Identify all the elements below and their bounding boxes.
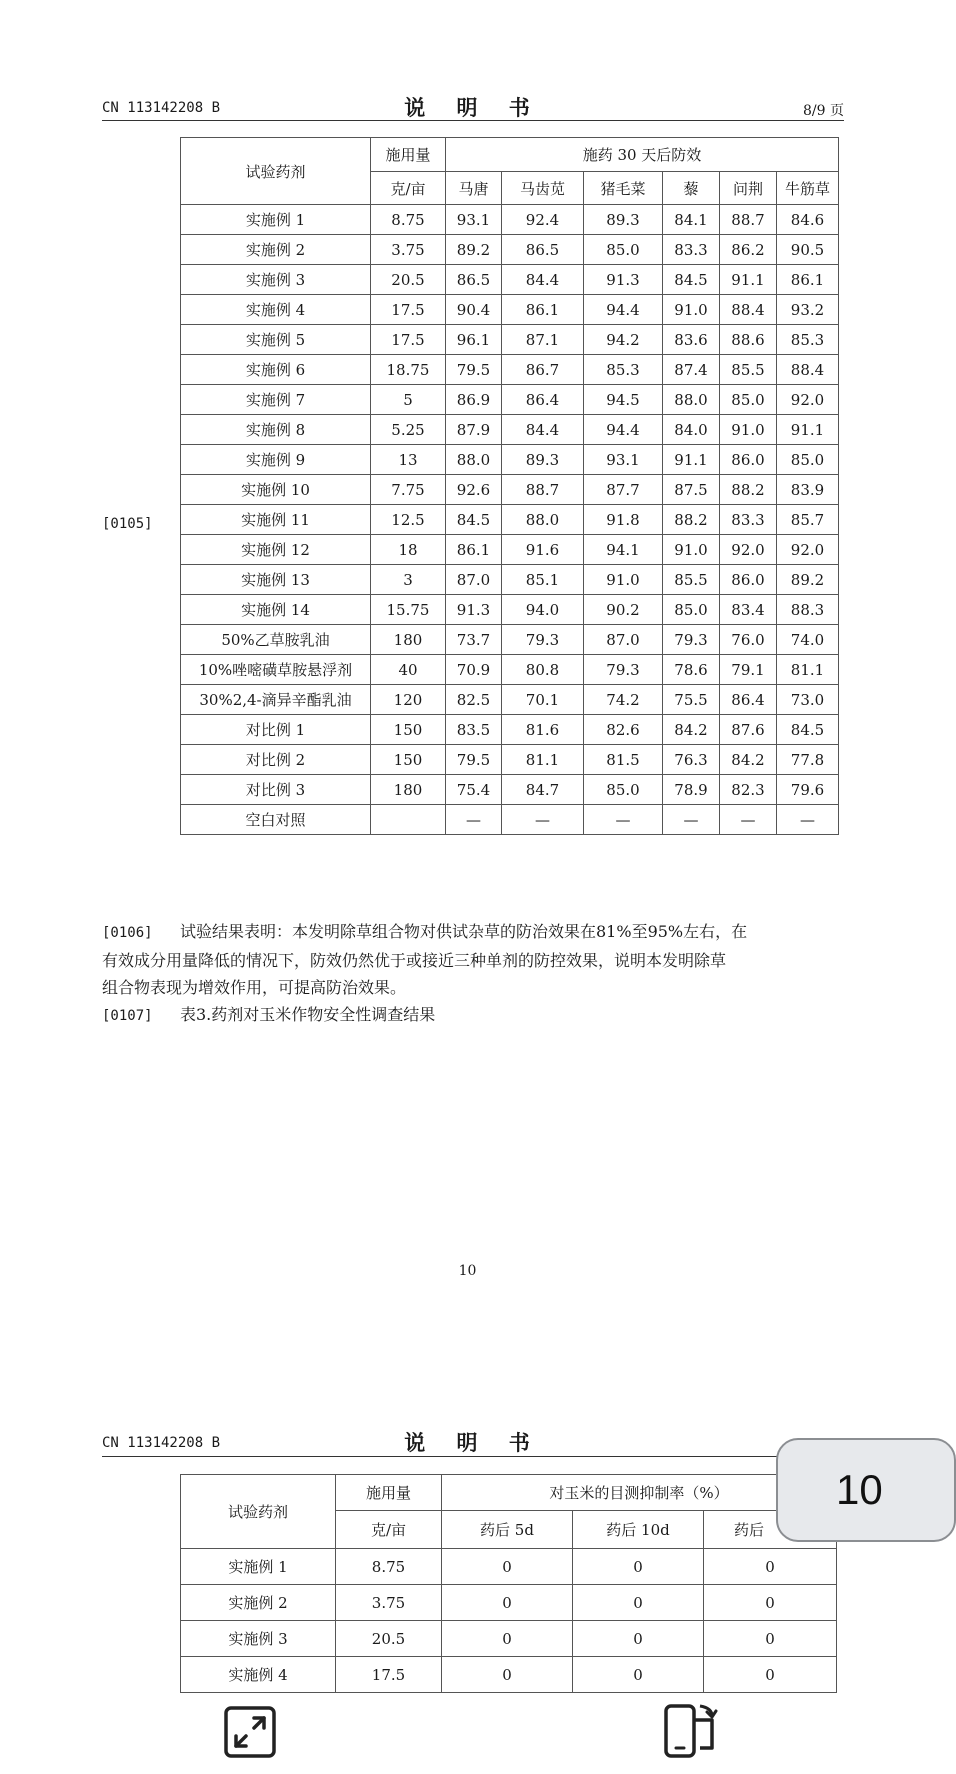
efficacy-cell: 87.6 xyxy=(720,715,777,745)
document-title: 说 明 书 xyxy=(404,95,542,120)
efficacy-cell: 83.3 xyxy=(663,235,720,265)
header-weed: 牛筋草 xyxy=(777,172,839,205)
dose-cell: 8.75 xyxy=(371,205,446,235)
paragraph-line: 有效成分用量降低的情况下，防效仍然优于或接近三种单剂的防控效果，说明本发明除草 xyxy=(102,951,727,970)
header-dose-unit: 克/亩 xyxy=(371,172,446,205)
dose-cell: 17.5 xyxy=(371,295,446,325)
dose-cell: 5.25 xyxy=(371,415,446,445)
efficacy-cell: 85.0 xyxy=(584,775,663,805)
efficacy-cell: 84.2 xyxy=(663,715,720,745)
efficacy-cell: 86.5 xyxy=(502,235,584,265)
patent-number: CN 113142208 B xyxy=(102,100,221,116)
efficacy-cell: 93.1 xyxy=(584,445,663,475)
agent-name-cell: 实施例 7 xyxy=(181,385,371,415)
inhibition-cell: 0 xyxy=(573,1621,704,1657)
dose-cell: 40 xyxy=(371,655,446,685)
dose-cell: 3.75 xyxy=(371,235,446,265)
efficacy-cell: 88.4 xyxy=(777,355,839,385)
efficacy-cell: 87.9 xyxy=(446,415,502,445)
agent-name-cell: 实施例 4 xyxy=(181,295,371,325)
paragraph-tag-0107: [0107] xyxy=(102,1008,153,1024)
efficacy-cell: 94.4 xyxy=(584,295,663,325)
table-row xyxy=(181,205,839,235)
table-row xyxy=(181,595,839,625)
efficacy-cell: 83.6 xyxy=(663,325,720,355)
dose-cell: 180 xyxy=(371,775,446,805)
efficacy-cell: 86.2 xyxy=(720,235,777,265)
header-dose: 施用量 xyxy=(371,138,446,172)
efficacy-cell: 76.0 xyxy=(720,625,777,655)
agent-name-cell: 50%乙草胺乳油 xyxy=(181,625,371,655)
efficacy-cell: 84.6 xyxy=(777,205,839,235)
efficacy-cell: 90.2 xyxy=(584,595,663,625)
efficacy-cell: 84.4 xyxy=(502,265,584,295)
efficacy-cell: 91.3 xyxy=(584,265,663,295)
agent-name-cell: 实施例 6 xyxy=(181,355,371,385)
patent-number: CN 113142208 B xyxy=(102,1435,221,1451)
efficacy-cell: 91.1 xyxy=(777,415,839,445)
efficacy-cell: 91.3 xyxy=(446,595,502,625)
efficacy-cell: 91.0 xyxy=(663,535,720,565)
efficacy-cell: 84.7 xyxy=(502,775,584,805)
efficacy-cell: 94.1 xyxy=(584,535,663,565)
efficacy-cell: 83.5 xyxy=(446,715,502,745)
inhibition-cell: 0 xyxy=(442,1621,573,1657)
efficacy-cell: 92.0 xyxy=(777,535,839,565)
inhibition-cell: 0 xyxy=(704,1657,837,1693)
header-agent: 试验药剂 xyxy=(181,1475,336,1549)
efficacy-cell: 89.2 xyxy=(777,565,839,595)
page-number-bubble-text: 10 xyxy=(836,1466,883,1513)
efficacy-cell: 91.1 xyxy=(720,265,777,295)
dose-cell: 20.5 xyxy=(371,265,446,295)
efficacy-cell: 84.1 xyxy=(663,205,720,235)
efficacy-cell: 86.1 xyxy=(502,295,584,325)
efficacy-cell: 85.5 xyxy=(663,565,720,595)
table-row xyxy=(181,505,839,535)
efficacy-cell: 77.8 xyxy=(777,745,839,775)
efficacy-cell: 79.3 xyxy=(663,625,720,655)
efficacy-cell: 88.0 xyxy=(446,445,502,475)
corn-safety-table xyxy=(180,1474,837,1693)
inhibition-cell: 0 xyxy=(704,1621,837,1657)
page-indicator: 8/9 页 xyxy=(803,103,844,119)
efficacy-cell: 81.6 xyxy=(502,715,584,745)
dose-cell: 150 xyxy=(371,745,446,775)
efficacy-cell: 79.1 xyxy=(720,655,777,685)
efficacy-cell: 84.2 xyxy=(720,745,777,775)
header-rule xyxy=(102,120,844,121)
efficacy-cell: 85.3 xyxy=(584,355,663,385)
efficacy-cell: — xyxy=(777,805,839,835)
dose-cell: 3 xyxy=(371,565,446,595)
efficacy-cell: 87.7 xyxy=(584,475,663,505)
dose-cell: 5 xyxy=(371,385,446,415)
table-row xyxy=(181,535,839,565)
agent-name-cell: 实施例 11 xyxy=(181,505,371,535)
table-row xyxy=(181,715,839,745)
paragraph-tag-0105: [0105] xyxy=(102,516,153,532)
efficacy-cell: 82.6 xyxy=(584,715,663,745)
page-footer-number: 10 xyxy=(458,1263,477,1279)
agent-name-cell: 实施例 9 xyxy=(181,445,371,475)
efficacy-cell: 82.3 xyxy=(720,775,777,805)
page2-header xyxy=(102,1430,844,1455)
expand-icon[interactable] xyxy=(222,1704,278,1760)
efficacy-cell: — xyxy=(502,805,584,835)
efficacy-cell: 84.5 xyxy=(446,505,502,535)
dose-cell: 13 xyxy=(371,445,446,475)
table-row xyxy=(181,325,839,355)
efficacy-cell: 84.5 xyxy=(663,265,720,295)
efficacy-cell: — xyxy=(720,805,777,835)
efficacy-cell: 87.0 xyxy=(446,565,502,595)
efficacy-cell: 76.3 xyxy=(663,745,720,775)
dose-cell: 3.75 xyxy=(336,1585,442,1621)
efficacy-cell: 85.7 xyxy=(777,505,839,535)
efficacy-cell: 85.3 xyxy=(777,325,839,355)
inhibition-cell: 0 xyxy=(704,1549,837,1585)
efficacy-cell: 88.7 xyxy=(502,475,584,505)
agent-name-cell: 实施例 3 xyxy=(181,1621,336,1657)
efficacy-cell: 79.3 xyxy=(584,655,663,685)
dose-cell: 18.75 xyxy=(371,355,446,385)
efficacy-cell: 93.2 xyxy=(777,295,839,325)
efficacy-cell: 84.4 xyxy=(502,415,584,445)
efficacy-cell: 85.0 xyxy=(584,235,663,265)
header-weed: 问荆 xyxy=(720,172,777,205)
efficacy-cell: 86.1 xyxy=(777,265,839,295)
dose-cell: 12.5 xyxy=(371,505,446,535)
table-row xyxy=(181,775,839,805)
efficacy-cell: 86.9 xyxy=(446,385,502,415)
agent-name-cell: 实施例 10 xyxy=(181,475,371,505)
efficacy-cell: 82.5 xyxy=(446,685,502,715)
header-time: 药后 10d xyxy=(573,1511,704,1549)
inhibition-cell: 0 xyxy=(442,1657,573,1693)
dose-cell: 17.5 xyxy=(371,325,446,355)
table-row xyxy=(181,1657,837,1693)
table-row xyxy=(181,415,839,445)
agent-name-cell: 10%唑嘧磺草胺悬浮剂 xyxy=(181,655,371,685)
dose-cell: 180 xyxy=(371,625,446,655)
paragraph-line: 试验结果表明：本发明除草组合物对供试杂草的防治效果在81%至95%左右，在 xyxy=(180,922,748,941)
efficacy-cell: 73.0 xyxy=(777,685,839,715)
efficacy-cell: 96.1 xyxy=(446,325,502,355)
table-row xyxy=(181,745,839,775)
efficacy-cell: 92.0 xyxy=(777,385,839,415)
efficacy-cell: 88.4 xyxy=(720,295,777,325)
table-row xyxy=(181,1621,837,1657)
efficacy-cell: 92.6 xyxy=(446,475,502,505)
efficacy-cell: 86.1 xyxy=(446,535,502,565)
inhibition-cell: 0 xyxy=(442,1549,573,1585)
dose-cell: 7.75 xyxy=(371,475,446,505)
efficacy-cell: 91.0 xyxy=(663,295,720,325)
table3-caption: 表3.药剂对玉米作物安全性调查结果 xyxy=(180,1005,436,1024)
header-efficacy-group: 施药 30 天后防效 xyxy=(446,138,839,172)
efficacy-cell: 84.0 xyxy=(663,415,720,445)
header-weed: 马唐 xyxy=(446,172,502,205)
efficacy-cell: 90.5 xyxy=(777,235,839,265)
dose-cell: 18 xyxy=(371,535,446,565)
efficacy-cell: 91.6 xyxy=(502,535,584,565)
efficacy-cell: 85.1 xyxy=(502,565,584,595)
agent-name-cell: 实施例 13 xyxy=(181,565,371,595)
efficacy-cell: 86.7 xyxy=(502,355,584,385)
agent-name-cell: 对比例 2 xyxy=(181,745,371,775)
efficacy-cell: 89.2 xyxy=(446,235,502,265)
document-title: 说 明 书 xyxy=(404,1430,542,1455)
efficacy-cell: 73.7 xyxy=(446,625,502,655)
header-rule xyxy=(102,1456,844,1457)
agent-name-cell: 实施例 1 xyxy=(181,205,371,235)
efficacy-cell: 91.8 xyxy=(584,505,663,535)
header-agent: 试验药剂 xyxy=(181,138,371,205)
inhibition-cell: 0 xyxy=(704,1585,837,1621)
table-row xyxy=(181,565,839,595)
efficacy-cell: 86.4 xyxy=(502,385,584,415)
agent-name-cell: 30%2,4-滴异辛酯乳油 xyxy=(181,685,371,715)
efficacy-cell: 81.1 xyxy=(777,655,839,685)
agent-name-cell: 实施例 2 xyxy=(181,1585,336,1621)
dose-cell: 20.5 xyxy=(336,1621,442,1657)
agent-name-cell: 实施例 3 xyxy=(181,265,371,295)
efficacy-cell: 85.0 xyxy=(777,445,839,475)
dose-cell: 17.5 xyxy=(336,1657,442,1693)
efficacy-cell: — xyxy=(446,805,502,835)
efficacy-cell: 85.0 xyxy=(663,595,720,625)
page-number-bubble xyxy=(776,1438,956,1542)
efficacy-cell: 91.0 xyxy=(584,565,663,595)
efficacy-cell: 86.4 xyxy=(720,685,777,715)
agent-name-cell: 实施例 12 xyxy=(181,535,371,565)
table-row xyxy=(181,385,839,415)
efficacy-cell: 81.5 xyxy=(584,745,663,775)
table-row xyxy=(181,1549,837,1585)
efficacy-cell: 87.4 xyxy=(663,355,720,385)
dose-cell: 15.75 xyxy=(371,595,446,625)
efficacy-cell: 83.4 xyxy=(720,595,777,625)
dose-cell xyxy=(371,805,446,835)
agent-name-cell: 对比例 3 xyxy=(181,775,371,805)
efficacy-cell: 83.9 xyxy=(777,475,839,505)
efficacy-cell: 78.6 xyxy=(663,655,720,685)
header-weed: 猪毛菜 xyxy=(584,172,663,205)
agent-name-cell: 实施例 1 xyxy=(181,1549,336,1585)
agent-name-cell: 实施例 5 xyxy=(181,325,371,355)
efficacy-cell: 85.0 xyxy=(720,385,777,415)
agent-name-cell: 实施例 14 xyxy=(181,595,371,625)
inhibition-cell: 0 xyxy=(442,1585,573,1621)
efficacy-cell: 92.0 xyxy=(720,535,777,565)
table-row xyxy=(181,355,839,385)
agent-name-cell: 空白对照 xyxy=(181,805,371,835)
efficacy-cell: 83.3 xyxy=(720,505,777,535)
header-dose-unit: 克/亩 xyxy=(336,1511,442,1549)
agent-name-cell: 实施例 8 xyxy=(181,415,371,445)
efficacy-cell: 70.9 xyxy=(446,655,502,685)
dose-cell: 120 xyxy=(371,685,446,715)
efficacy-cell: 81.1 xyxy=(502,745,584,775)
efficacy-cell: 87.0 xyxy=(584,625,663,655)
efficacy-cell: 88.7 xyxy=(720,205,777,235)
efficacy-cell: 92.4 xyxy=(502,205,584,235)
efficacy-cell: 79.5 xyxy=(446,355,502,385)
rotate-screen-icon[interactable] xyxy=(660,1700,720,1762)
efficacy-cell: 79.6 xyxy=(777,775,839,805)
efficacy-cell: 79.5 xyxy=(446,745,502,775)
header-weed: 马齿苋 xyxy=(502,172,584,205)
efficacy-cell: 79.3 xyxy=(502,625,584,655)
agent-name-cell: 实施例 4 xyxy=(181,1657,336,1693)
inhibition-cell: 0 xyxy=(573,1657,704,1693)
table-row xyxy=(181,685,839,715)
table-row xyxy=(181,475,839,505)
agent-name-cell: 对比例 1 xyxy=(181,715,371,745)
efficacy-cell: — xyxy=(663,805,720,835)
agent-name-cell: 实施例 2 xyxy=(181,235,371,265)
efficacy-cell: 80.8 xyxy=(502,655,584,685)
efficacy-cell: 88.6 xyxy=(720,325,777,355)
efficacy-cell: 88.0 xyxy=(502,505,584,535)
efficacy-cell: 88.3 xyxy=(777,595,839,625)
inhibition-cell: 0 xyxy=(573,1585,704,1621)
efficacy-cell: 88.2 xyxy=(663,505,720,535)
efficacy-cell: 88.0 xyxy=(663,385,720,415)
table-row xyxy=(181,445,839,475)
inhibition-cell: 0 xyxy=(573,1549,704,1585)
efficacy-cell: 91.0 xyxy=(720,415,777,445)
efficacy-cell: 89.3 xyxy=(502,445,584,475)
efficacy-cell: 90.4 xyxy=(446,295,502,325)
efficacy-cell: 93.1 xyxy=(446,205,502,235)
header-weed: 藜 xyxy=(663,172,720,205)
efficacy-cell: 78.9 xyxy=(663,775,720,805)
paragraph-tag-0106: [0106] xyxy=(102,925,153,941)
efficacy-cell: 75.5 xyxy=(663,685,720,715)
efficacy-cell: 94.4 xyxy=(584,415,663,445)
table-row xyxy=(181,625,839,655)
efficacy-cell: 75.4 xyxy=(446,775,502,805)
efficacy-cell: 91.1 xyxy=(663,445,720,475)
efficacy-cell: 70.1 xyxy=(502,685,584,715)
dose-cell: 150 xyxy=(371,715,446,745)
header-time: 药后 xyxy=(704,1511,837,1549)
efficacy-cell: 74.0 xyxy=(777,625,839,655)
efficacy-cell: 86.0 xyxy=(720,565,777,595)
header-time: 药后 5d xyxy=(442,1511,573,1549)
efficacy-cell: 84.5 xyxy=(777,715,839,745)
paragraph-line: 组合物表现为增效作用，可提高防治效果。 xyxy=(102,978,407,997)
efficacy-cell: 87.1 xyxy=(502,325,584,355)
efficacy-cell: 86.0 xyxy=(720,445,777,475)
header-dose: 施用量 xyxy=(336,1475,442,1511)
page1-header xyxy=(102,95,844,120)
efficacy-cell: 85.5 xyxy=(720,355,777,385)
efficacy-cell: — xyxy=(584,805,663,835)
table-row xyxy=(181,265,839,295)
table-row xyxy=(181,1585,837,1621)
efficacy-cell: 74.2 xyxy=(584,685,663,715)
efficacy-cell: 94.2 xyxy=(584,325,663,355)
table-row xyxy=(181,295,839,325)
table-row xyxy=(181,805,839,835)
dose-cell: 8.75 xyxy=(336,1549,442,1585)
efficacy-cell: 87.5 xyxy=(663,475,720,505)
paragraph-0106 xyxy=(102,918,844,1030)
table-row xyxy=(181,655,839,685)
efficacy-cell: 94.5 xyxy=(584,385,663,415)
efficacy-cell: 94.0 xyxy=(502,595,584,625)
header-inhibition-group: 对玉米的目测抑制率（%） xyxy=(442,1475,837,1511)
weed-control-table xyxy=(180,137,839,835)
efficacy-cell: 89.3 xyxy=(584,205,663,235)
efficacy-cell: 86.5 xyxy=(446,265,502,295)
table-row xyxy=(181,235,839,265)
efficacy-cell: 88.2 xyxy=(720,475,777,505)
